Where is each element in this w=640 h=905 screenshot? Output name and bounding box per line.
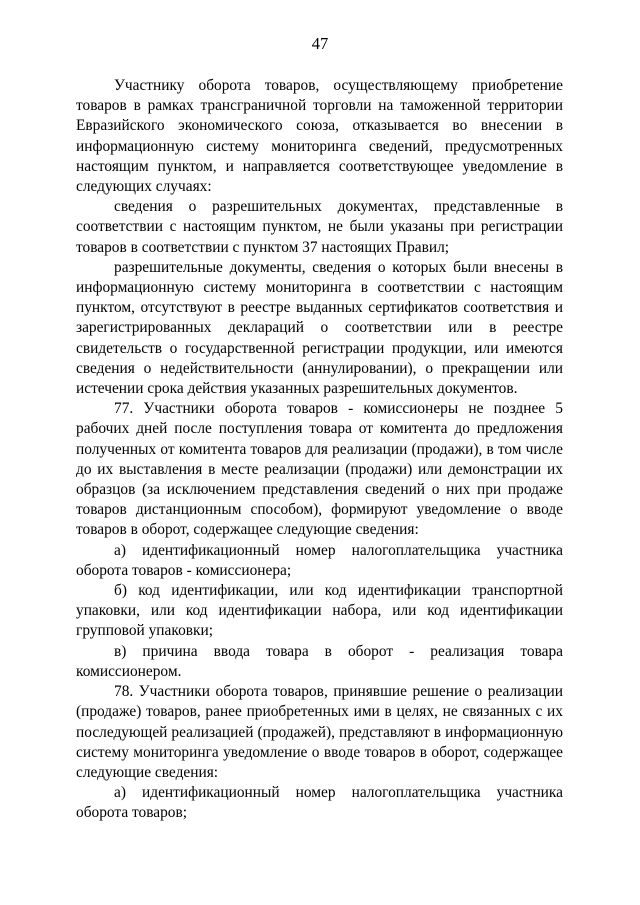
paragraph-77-c: в) причина ввода товара в оборот - реализация товара комиссионером. xyxy=(76,642,563,680)
page-number: 47 xyxy=(311,34,329,53)
paragraph-refusal-case-1: сведения о разрешительных документах, представленные в соответствии с настоящим пунктом, не были указаны при регистрации товаров в соответствии с пунктом 37 настоящих Правил; xyxy=(76,198,563,256)
document-body xyxy=(76,76,563,824)
paragraph-refusal-case-2: разрешительные документы, сведения о которых были внесены в информационную систему мониторинга в соответствии с настоящим пунктом, отсутствуют в реестре выданных сертификатов соответствия и зарегистрированных деклараций о соответствии или в реестре свидетельств о государственной регистрации продукции, или имеются сведения о недействительности (аннулировании), о прекращении или истечении срока действия указанных разрешительных документов. xyxy=(76,258,563,398)
paragraph-77-b: б) код идентификации, или код идентификации транспортной упаковки, или код идентификации набора, или код идентификации групповой упаковки; xyxy=(76,582,563,640)
paragraph-item-78: 78. Участники оборота товаров, принявшие решение о реализации (продаже) товаров, ранее приобретенных ими в целях, не связанных с их последующей реализацией (продажей), представляют в информационную систему мониторинга уведомление о вводе товаров в оборот, содержащее следующие сведения: xyxy=(76,683,563,781)
paragraph-refusal-intro: Участнику оборота товаров, осуществляющему приобретение товаров в рамках трансграничной торговли на таможенной территории Евразийского экономического союза, отказывается во внесении в информационную систему мониторинга сведений, предусмотренных настоящим пунктом, и направляется соответствующее уведомление в следующих случаях: xyxy=(76,77,563,196)
paragraph-item-77: 77. Участники оборота товаров - комиссионеры не позднее 5 рабочих дней после поступления товара от комитента до предложения полученных от комитента товаров для реализации (продажи), в том числе до их выставления в месте реализации (продажи) или демонстрации их образцов (за исключением представления сведений о них при продаже товаров дистанционным способом), формируют уведомление о вводе товаров в оборот, содержащее следующие сведения: xyxy=(76,400,563,539)
paragraph-77-a: а) идентификационный номер налогоплательщика участника оборота товаров - комиссионера; xyxy=(76,541,563,579)
paragraph-78-a: а) идентификационный номер налогоплательщика участника оборота товаров; xyxy=(76,784,563,822)
